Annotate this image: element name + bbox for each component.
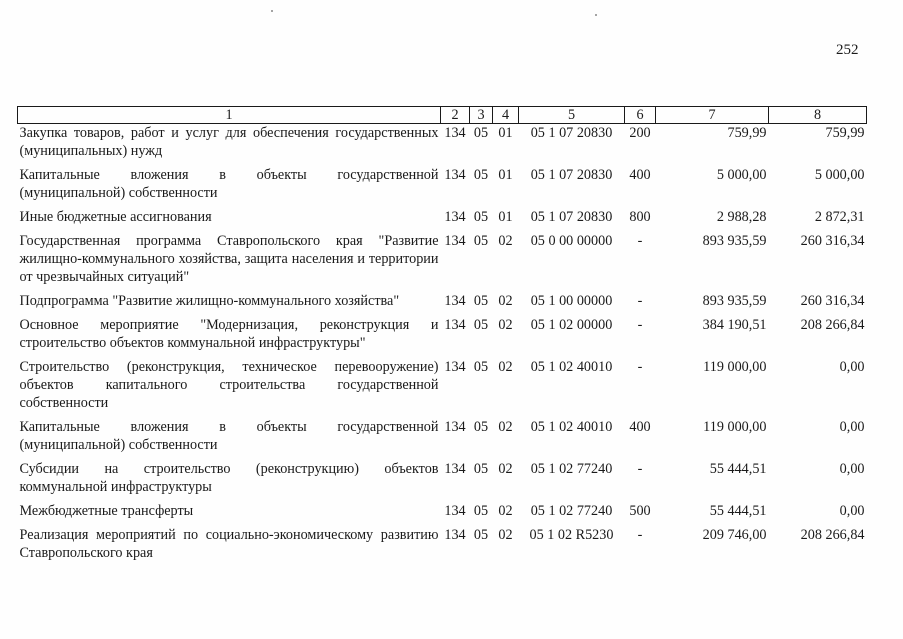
target-article-code: 05 1 02 00000: [530, 317, 613, 333]
section-code: 05: [473, 419, 489, 435]
section-code: 05: [473, 233, 489, 249]
target-article-code: 05 1 07 20830: [530, 167, 613, 183]
amount-col8: 759,99: [825, 125, 865, 141]
column-header: 5: [519, 107, 625, 124]
section-code: 05: [473, 527, 489, 543]
scan-speck: [595, 14, 597, 16]
section-code: 05: [473, 359, 489, 375]
column-header: 3: [470, 107, 493, 124]
table-row: [18, 460, 867, 502]
ministry-code: 134: [444, 503, 466, 519]
scan-speck: [271, 10, 273, 12]
section-code: 05: [473, 503, 489, 519]
item-name: Иные бюджетные ассигнования: [19, 209, 212, 225]
item-name: Закупка товаров, работ и услуг для обеспечения государственных (муниципальных) нужд: [19, 125, 439, 159]
item-name: Субсидии на строительство (реконструкцию) объектов коммунальной инфраструктуры: [19, 461, 439, 495]
expense-type-code: 800: [629, 209, 651, 225]
amount-col8: 260 316,34: [800, 293, 865, 309]
table-row: [18, 358, 867, 418]
amount-col7: 119 000,00: [703, 359, 767, 375]
ministry-code: 134: [444, 527, 466, 543]
budget-table: [17, 106, 867, 568]
subsection-code: 02: [498, 419, 513, 435]
amount-col7: 55 444,51: [709, 503, 767, 519]
amount-col8: 208 266,84: [800, 317, 865, 333]
column-header: 4: [493, 107, 519, 124]
subsection-code: 02: [498, 527, 513, 543]
target-article-code: 05 1 02 77240: [530, 503, 613, 519]
table-row: [18, 292, 867, 316]
section-code: 05: [473, 293, 489, 309]
ministry-code: 134: [444, 167, 466, 183]
table-row: [18, 124, 867, 167]
ministry-code: 134: [444, 293, 466, 309]
expense-type-code: -: [637, 317, 643, 333]
amount-col8: 0,00: [839, 503, 865, 519]
header-row: [18, 107, 867, 124]
table-row: [18, 166, 867, 208]
target-article-code: 05 1 07 20830: [530, 125, 613, 141]
expense-type-code: 500: [629, 503, 651, 519]
item-name: Основное мероприятие "Модернизация, реконструкция и строительство объектов коммунальной инфраструктуры": [19, 317, 439, 351]
subsection-code: 02: [498, 317, 513, 333]
target-article-code: 05 1 02 77240: [530, 461, 613, 477]
table-row: [18, 232, 867, 292]
target-article-code: 05 1 02 R5230: [529, 527, 614, 543]
amount-col8: 208 266,84: [800, 527, 865, 543]
amount-col7: 893 935,59: [702, 233, 767, 249]
table-row: [18, 418, 867, 460]
ministry-code: 134: [444, 209, 466, 225]
item-name: Подпрограмма "Развитие жилищно-коммунального хозяйства": [19, 293, 400, 309]
item-name: Государственная программа Ставропольского края "Развитие жилищно-коммунального хозяйства, защита населения и территории от чрезвычайных ситуаций": [19, 233, 439, 285]
section-code: 05: [473, 317, 489, 333]
subsection-code: 01: [498, 167, 513, 183]
ministry-code: 134: [444, 233, 466, 249]
expense-type-code: -: [637, 359, 643, 375]
item-name: Строительство (реконструкция, техническое перевооружение) объектов капитального строительства государственной собственности: [19, 359, 439, 411]
expense-type-code: 200: [629, 125, 651, 141]
item-name: Капитальные вложения в объекты государственной (муниципальной) собственности: [19, 419, 439, 453]
target-article-code: 05 1 07 20830: [530, 209, 613, 225]
subsection-code: 02: [498, 293, 513, 309]
subsection-code: 02: [498, 233, 513, 249]
column-header: 6: [625, 107, 656, 124]
amount-col7: 55 444,51: [709, 461, 767, 477]
ministry-code: 134: [444, 419, 466, 435]
page-number: 252: [836, 42, 859, 58]
amount-col8: 2 872,31: [814, 209, 865, 225]
subsection-code: 02: [498, 503, 513, 519]
subsection-code: 02: [498, 359, 513, 375]
table-row: [18, 526, 867, 568]
amount-col7: 119 000,00: [703, 419, 767, 435]
target-article-code: 05 1 02 40010: [530, 419, 613, 435]
amount-col8: 0,00: [839, 461, 865, 477]
section-code: 05: [473, 125, 489, 141]
amount-col7: 759,99: [727, 125, 767, 141]
table-row: [18, 208, 867, 232]
item-name: Реализация мероприятий по социально-экономическому развитию Ставропольского края: [19, 527, 439, 561]
target-article-code: 05 0 00 00000: [530, 233, 613, 249]
table-row: [18, 502, 867, 526]
table-body: [18, 124, 867, 569]
amount-col7: 209 746,00: [702, 527, 767, 543]
ministry-code: 134: [444, 461, 466, 477]
item-name: Капитальные вложения в объекты государственной (муниципальной) собственности: [19, 167, 439, 201]
expense-type-code: -: [637, 233, 643, 249]
expense-type-code: 400: [629, 419, 651, 435]
ministry-code: 134: [444, 125, 466, 141]
expense-type-code: -: [637, 527, 643, 543]
amount-col8: 0,00: [839, 419, 865, 435]
section-code: 05: [473, 461, 489, 477]
subsection-code: 02: [498, 461, 513, 477]
subsection-code: 01: [498, 209, 513, 225]
column-header: 7: [656, 107, 769, 124]
table-row: [18, 316, 867, 358]
amount-col8: 5 000,00: [814, 167, 865, 183]
column-header: 1: [18, 107, 441, 124]
amount-col7: 384 190,51: [702, 317, 767, 333]
amount-col7: 893 935,59: [702, 293, 767, 309]
amount-col8: 0,00: [839, 359, 865, 375]
target-article-code: 05 1 02 40010: [530, 359, 613, 375]
amount-col8: 260 316,34: [800, 233, 865, 249]
ministry-code: 134: [444, 359, 466, 375]
expense-type-code: -: [637, 461, 643, 477]
expense-type-code: 400: [629, 167, 651, 183]
ministry-code: 134: [444, 317, 466, 333]
section-code: 05: [473, 209, 489, 225]
subsection-code: 01: [498, 125, 513, 141]
item-name: Межбюджетные трансферты: [19, 503, 194, 519]
expense-type-code: -: [637, 293, 643, 309]
column-header: 8: [769, 107, 867, 124]
amount-col7: 5 000,00: [716, 167, 767, 183]
column-header: 2: [441, 107, 470, 124]
target-article-code: 05 1 00 00000: [530, 293, 613, 309]
amount-col7: 2 988,28: [716, 209, 767, 225]
section-code: 05: [473, 167, 489, 183]
